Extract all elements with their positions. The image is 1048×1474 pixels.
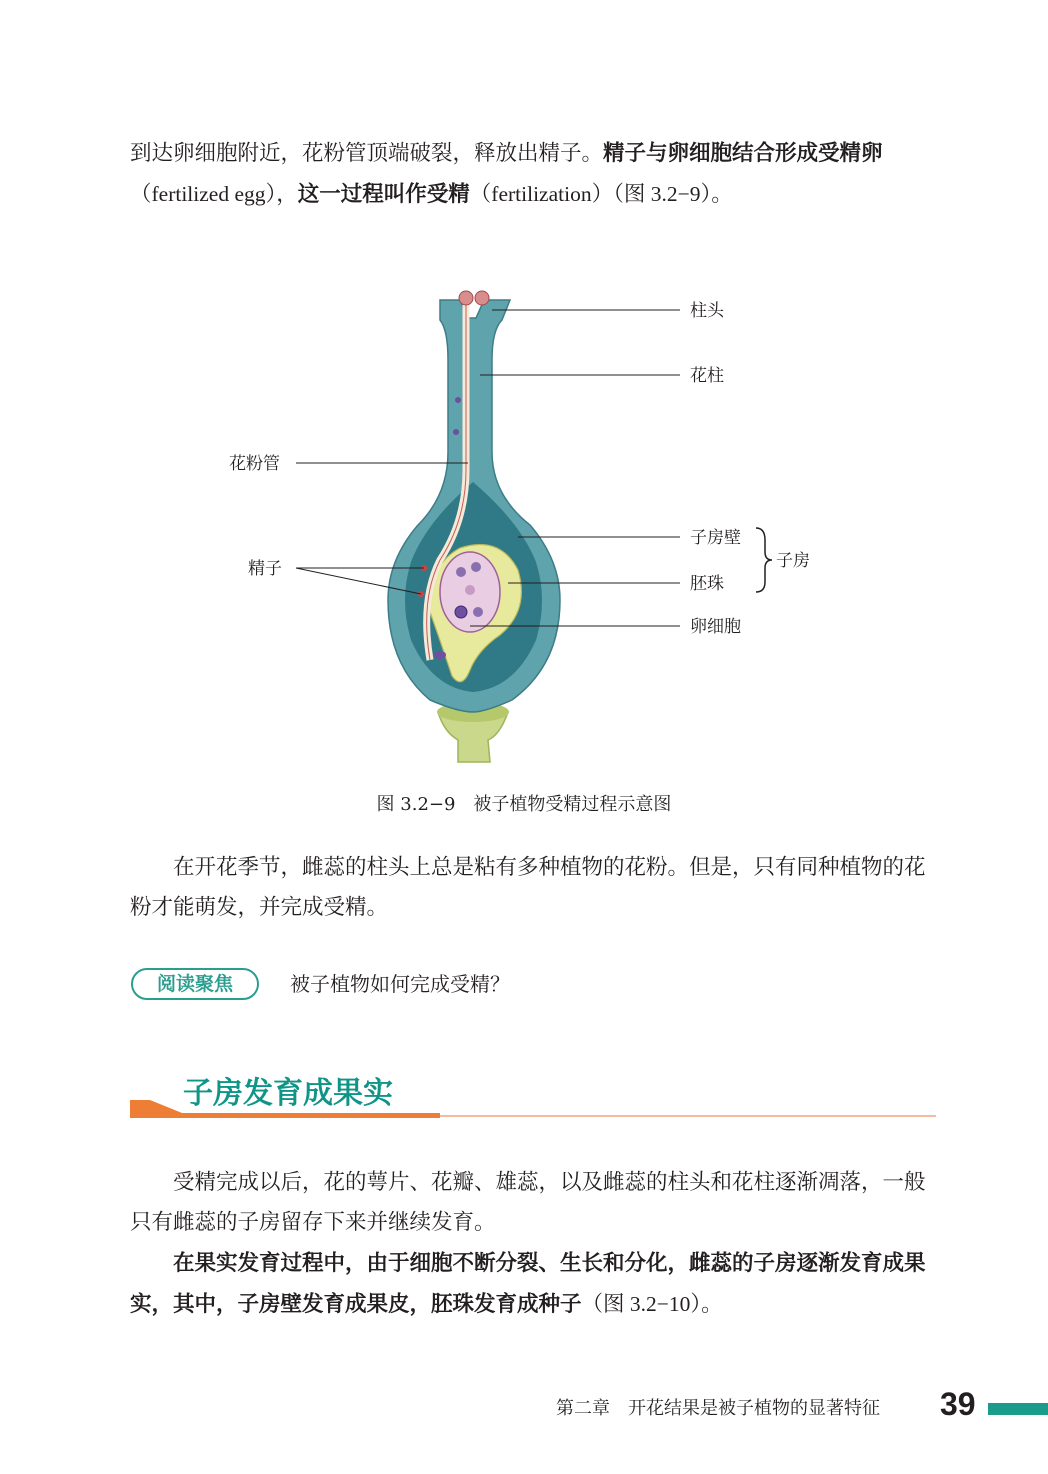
label-ovary: 子房 xyxy=(776,551,810,571)
intro-bold-definition: 精子与卵细胞结合形成受精卵 xyxy=(603,141,883,166)
sperm-in-tube-2 xyxy=(453,429,459,435)
pollen-grain xyxy=(459,291,473,305)
label-ovule: 胚珠 xyxy=(690,574,724,594)
intro-term-fertilized-egg: （fertilized egg）， xyxy=(130,182,298,206)
label-sperm: 精子 xyxy=(248,559,282,579)
tube-nucleus xyxy=(434,651,446,659)
label-stigma: 柱头 xyxy=(690,301,724,321)
ovary-brace xyxy=(756,528,772,592)
paragraph-fruit-development xyxy=(130,1244,936,1325)
intro-paragraph xyxy=(130,134,936,215)
label-style: 花柱 xyxy=(690,366,724,386)
section-header-decoration xyxy=(0,1094,1048,1124)
synergid-cell-2 xyxy=(473,607,483,617)
sperm-in-tube xyxy=(455,397,461,403)
reading-focus-badge: 阅读聚焦 xyxy=(131,968,259,1000)
egg-cell xyxy=(455,606,467,618)
figure-caption: 图 3.2−9 被子植物受精过程示意图 xyxy=(376,794,672,815)
intro-bold-fertilization: 这一过程叫作受精 xyxy=(297,182,470,207)
footer-accent-bar xyxy=(988,1403,1048,1415)
label-pollen-tube: 花粉管 xyxy=(229,454,280,474)
reading-focus-question: 被子植物如何完成受精？ xyxy=(290,972,510,996)
fertilization-figure xyxy=(0,270,1048,790)
antipodal-cell xyxy=(471,562,481,572)
intro-text: 到达卵细胞附近，花粉管顶端破裂，释放出精子。 xyxy=(130,141,604,166)
label-egg-cell: 卵细胞 xyxy=(690,617,741,637)
synergid-cell xyxy=(456,567,466,577)
paragraph-ovary-persists: 受精完成以后，花的萼片、花瓣、雄蕊，以及雌蕊的柱头和花柱逐渐凋落，一般只有雌蕊的子房留存下来并继续发育。 xyxy=(130,1170,926,1235)
page-number: 39 xyxy=(940,1386,976,1422)
pollen-grain-2 xyxy=(475,291,489,305)
fertilization-diagram xyxy=(0,270,1048,790)
section-title: 子房发育成果实 xyxy=(183,1076,393,1111)
chapter-footer: 第二章 开花结果是被子植物的显著特征 xyxy=(556,1398,880,1419)
intro-term-fertilization: （fertilization）（图 3.2−9）。 xyxy=(469,182,733,206)
fruit-development-figref: （图 3.2−10）。 xyxy=(581,1292,723,1316)
paragraph-pollen-compatibility: 在开花季节，雌蕊的柱头上总是粘有多种植物的花粉。但是，只有同种植物的花粉才能萌发，并完成受精。 xyxy=(130,855,926,920)
label-ovary-wall: 子房壁 xyxy=(690,528,741,548)
polar-nuclei xyxy=(465,585,475,595)
fruit-development-bold: 在果实发育过程中，由于细胞不断分裂、生长和分化，雌蕊的子房逐渐发育成果实，其中，子房壁发育成果皮，胚珠发育成种子 xyxy=(130,1251,926,1317)
